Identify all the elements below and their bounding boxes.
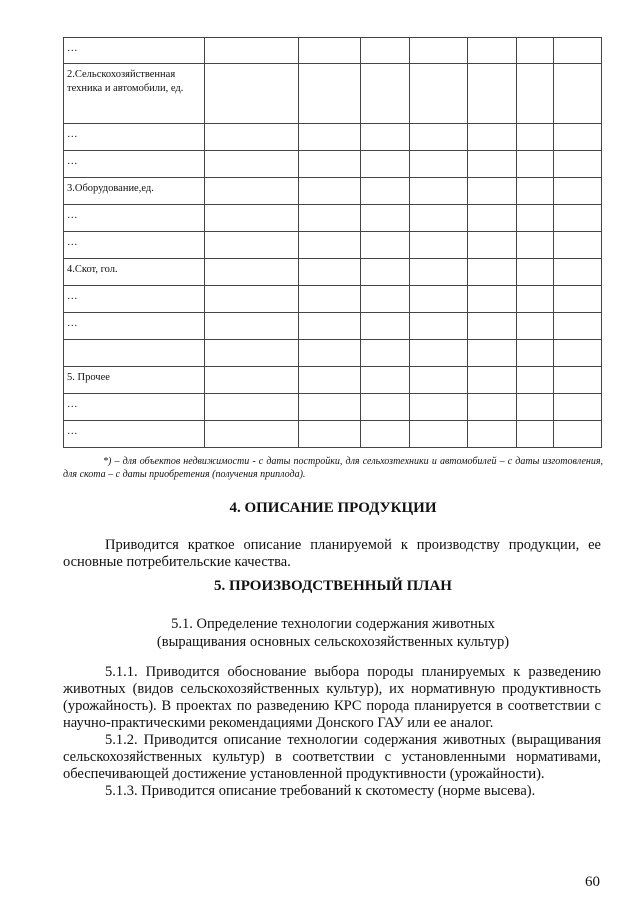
empty-cell: [554, 340, 602, 367]
empty-cell: [299, 340, 361, 367]
table-row: [64, 64, 602, 124]
empty-cell: [361, 124, 410, 151]
empty-cell: [205, 64, 299, 124]
empty-cell: [410, 64, 468, 124]
subsection-title-line-1: 5.1. Определение технологии содержания животных: [171, 616, 495, 632]
row-label-cell: 4.Скот, гол.: [64, 259, 205, 286]
row-label-cell: [64, 340, 205, 367]
empty-cell: [299, 421, 361, 448]
empty-cell: [410, 178, 468, 205]
paragraph-5-1-1: 5.1.1. Приводится обоснование выбора породы планируемых к разведению животных (видов сельскохозяйственных культур), их нормативную продуктивность (урожайность). В проектах по разведению КРС порода планируется в соответствии с научно-практическими рекомендациями Донского ГАУ или ее аналог.: [63, 664, 601, 731]
empty-cell: [554, 151, 602, 178]
table-row: [64, 205, 602, 232]
section-4-title: 4. ОПИСАНИЕ ПРОДУКЦИИ: [229, 500, 437, 516]
empty-cell: [468, 64, 517, 124]
empty-cell: [205, 313, 299, 340]
empty-cell: [410, 232, 468, 259]
row-label-cell: 5. Прочее: [64, 367, 205, 394]
empty-cell: [299, 64, 361, 124]
row-label-cell: …: [64, 313, 205, 340]
row-label-cell: …: [64, 394, 205, 421]
empty-cell: [517, 394, 554, 421]
empty-cell: [468, 232, 517, 259]
empty-cell: [410, 340, 468, 367]
empty-cell: [517, 340, 554, 367]
empty-cell: [410, 151, 468, 178]
empty-cell: [361, 151, 410, 178]
row-label-cell: …: [64, 232, 205, 259]
empty-cell: [410, 259, 468, 286]
empty-cell: [468, 286, 517, 313]
empty-cell: [517, 151, 554, 178]
row-label-cell: …: [64, 286, 205, 313]
empty-cell: [468, 421, 517, 448]
empty-cell: [468, 394, 517, 421]
empty-cell: [554, 421, 602, 448]
empty-cell: [410, 367, 468, 394]
empty-cell: [554, 205, 602, 232]
empty-cell: [361, 178, 410, 205]
empty-cell: [554, 286, 602, 313]
empty-cell: [205, 394, 299, 421]
table-row: [64, 178, 602, 205]
empty-cell: [299, 286, 361, 313]
empty-cell: [361, 286, 410, 313]
empty-cell: [361, 367, 410, 394]
row-label-cell: 2.Сельскохозяйственная техника и автомобили, ед.: [64, 64, 205, 124]
empty-cell: [205, 367, 299, 394]
empty-cell: [361, 340, 410, 367]
table-row: [64, 124, 602, 151]
empty-cell: [361, 394, 410, 421]
empty-cell: [299, 313, 361, 340]
empty-cell: [299, 178, 361, 205]
empty-cell: [554, 178, 602, 205]
empty-cell: [554, 64, 602, 124]
empty-cell: [468, 367, 517, 394]
empty-cell: [554, 313, 602, 340]
paragraph-5-1-2: 5.1.2. Приводится описание технологии содержания животных (выращивания сельскохозяйственных культур) в соответствии с установленными нормативами, обеспечивающей достижение установленной продуктивности (урожайности).: [63, 732, 601, 782]
table-row: [64, 340, 602, 367]
empty-cell: [554, 232, 602, 259]
empty-cell: [299, 232, 361, 259]
empty-cell: [205, 38, 299, 64]
assets-table: [63, 37, 602, 448]
row-label-cell: …: [64, 38, 205, 64]
empty-cell: [468, 313, 517, 340]
table-row: [64, 367, 602, 394]
page-number: 60: [585, 874, 600, 890]
empty-cell: [410, 313, 468, 340]
empty-cell: [299, 367, 361, 394]
empty-cell: [410, 205, 468, 232]
table-row: [64, 313, 602, 340]
table-row: [64, 286, 602, 313]
empty-cell: [517, 232, 554, 259]
empty-cell: [468, 178, 517, 205]
empty-cell: [554, 259, 602, 286]
empty-cell: [410, 421, 468, 448]
empty-cell: [361, 259, 410, 286]
empty-cell: [468, 124, 517, 151]
row-label-cell: …: [64, 124, 205, 151]
empty-cell: [554, 394, 602, 421]
row-label-cell: …: [64, 205, 205, 232]
empty-cell: [361, 421, 410, 448]
empty-cell: [468, 205, 517, 232]
empty-cell: [299, 124, 361, 151]
empty-cell: [205, 232, 299, 259]
empty-cell: [517, 313, 554, 340]
empty-cell: [410, 286, 468, 313]
table-row: [64, 38, 602, 64]
table-row: [64, 259, 602, 286]
empty-cell: [468, 38, 517, 64]
empty-cell: [361, 232, 410, 259]
empty-cell: [205, 178, 299, 205]
empty-cell: [299, 205, 361, 232]
empty-cell: [517, 64, 554, 124]
empty-cell: [517, 259, 554, 286]
row-label-cell: …: [64, 421, 205, 448]
empty-cell: [205, 124, 299, 151]
section-4-text-block: [63, 537, 601, 571]
section-4-text: Приводится краткое описание планируемой к производству продукции, ее основные потребительские качества.: [63, 537, 601, 570]
empty-cell: [468, 340, 517, 367]
empty-cell: [468, 151, 517, 178]
table-row: [64, 421, 602, 448]
empty-cell: [410, 124, 468, 151]
empty-cell: [410, 394, 468, 421]
table-row: [64, 394, 602, 421]
empty-cell: [205, 286, 299, 313]
empty-cell: [410, 38, 468, 64]
empty-cell: [468, 259, 517, 286]
empty-cell: [299, 394, 361, 421]
empty-cell: [299, 38, 361, 64]
empty-cell: [205, 151, 299, 178]
empty-cell: [205, 259, 299, 286]
empty-cell: [554, 367, 602, 394]
empty-cell: [361, 313, 410, 340]
table-row: [64, 151, 602, 178]
empty-cell: [517, 124, 554, 151]
empty-cell: [299, 151, 361, 178]
empty-cell: [361, 64, 410, 124]
assets-table-body: [64, 38, 602, 448]
paragraph-5-1-3: 5.1.3. Приводится описание требований к скотоместу (норме высева).: [105, 783, 536, 799]
empty-cell: [205, 340, 299, 367]
empty-cell: [361, 38, 410, 64]
empty-cell: [517, 38, 554, 64]
section-5-title: 5. ПРОИЗВОДСТВЕННЫЙ ПЛАН: [214, 578, 452, 594]
empty-cell: [299, 259, 361, 286]
empty-cell: [554, 38, 602, 64]
empty-cell: [517, 421, 554, 448]
empty-cell: [517, 178, 554, 205]
subsection-title-line-2: (выращивания основных сельскохозяйственных культур): [156, 634, 510, 650]
table-row: [64, 232, 602, 259]
row-label-cell: 3.Оборудование,ед.: [64, 178, 205, 205]
subsection-5-1-title: [63, 615, 603, 651]
empty-cell: [517, 286, 554, 313]
empty-cell: [517, 205, 554, 232]
empty-cell: [361, 205, 410, 232]
row-label-cell: …: [64, 151, 205, 178]
empty-cell: [205, 205, 299, 232]
empty-cell: [554, 124, 602, 151]
empty-cell: [517, 367, 554, 394]
table-footnote: *) – для объектов недвижимости - с даты постройки, для сельхозтехники и автомобилей – с даты изготовления, для скота – с даты приобретения (получения приплода).: [63, 456, 603, 480]
empty-cell: [205, 421, 299, 448]
section-5-paragraphs: [63, 664, 601, 800]
